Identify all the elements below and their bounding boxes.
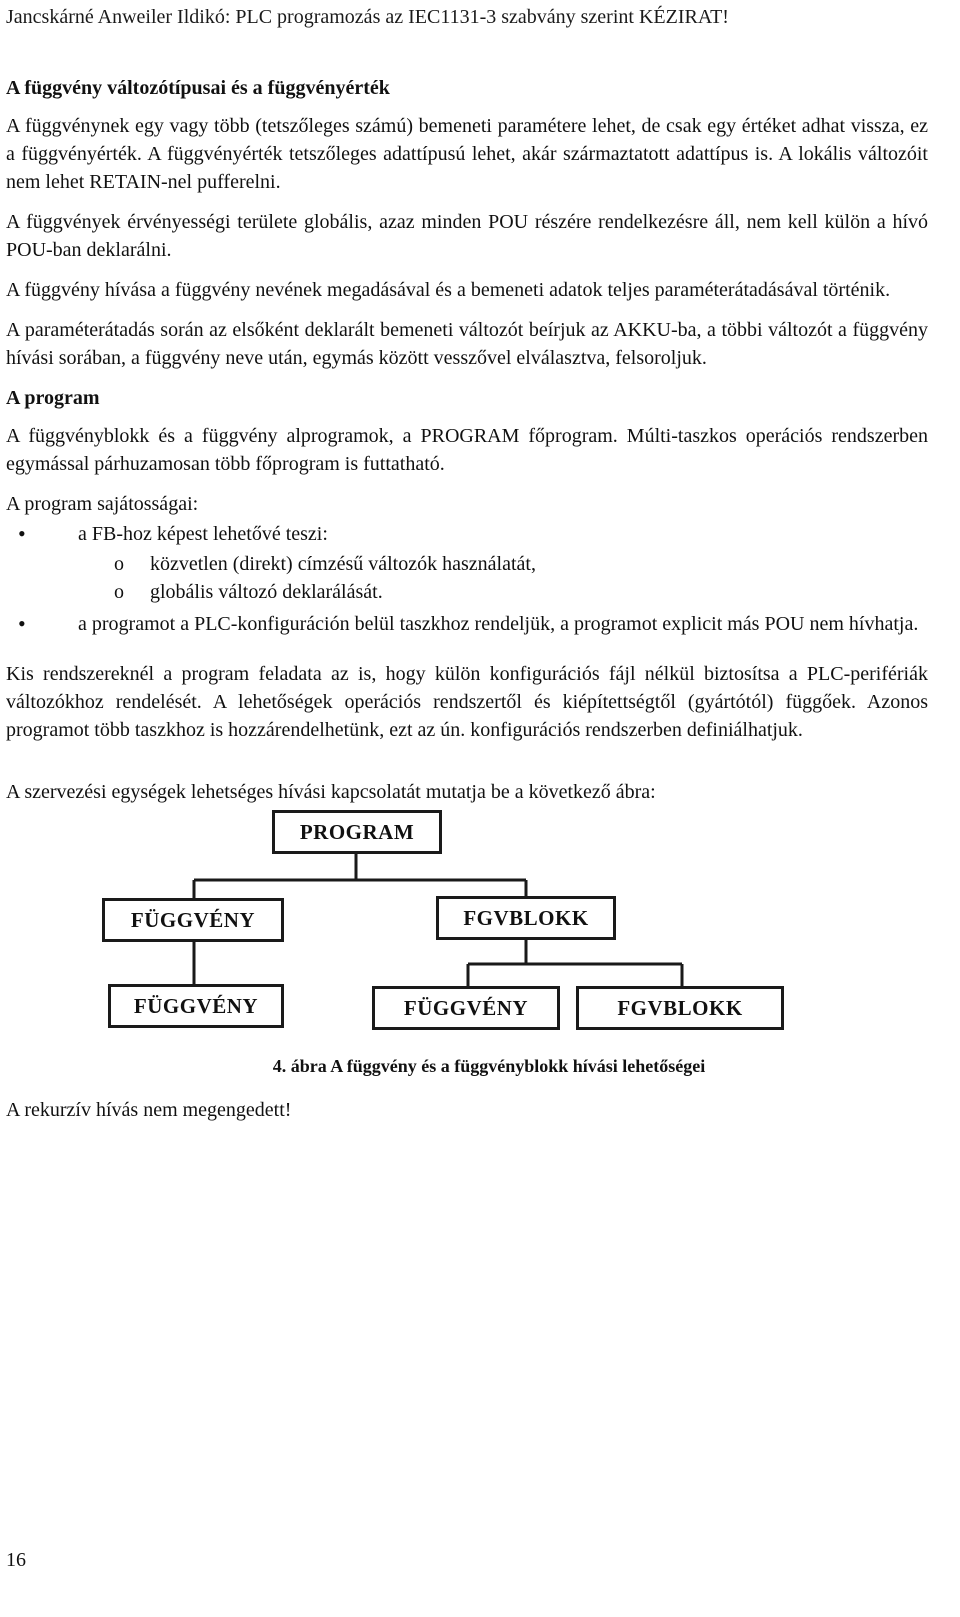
document-page [6, 0, 928, 1617]
page-content [6, 74, 928, 1136]
sub-marker: o [114, 581, 124, 603]
paragraph-small-systems: Kis rendszereknél a program feladata az is, hogy külön konfigurációs fájl nélkül biztosítsa a PLC-perifériák változókhoz rendelését. A lehetőségek operációs rendszertől és kiépítettségtől (gyártótól) függőek. Azonos programot több taszkhoz is hozzárendelhetünk, ezt az ún. konfigurációs rendszerben definiálhatjuk. [6, 663, 928, 741]
sub-list [78, 550, 928, 606]
sub-marker: o [114, 553, 124, 575]
paragraph-diagram-intro: A szervezési egységek lehetséges hívási kapcsolatát mutatja be a következő ábra: [6, 781, 656, 803]
section-title-function-types: A függvény változótípusai és a függvényérték [6, 77, 390, 99]
paragraph-call: A függvény hívása a függvény nevének megadásával és a bemeneti adatok teljes paraméterátadásával történik. [6, 279, 891, 301]
page-header: Jancskárné Anweiler Ildikó: PLC programozás az IEC1131-3 szabvány szerint KÉZIRAT! [6, 6, 729, 28]
section-title-program: A program [6, 387, 100, 409]
list-item [6, 550, 928, 578]
box-program: PROGRAM [272, 810, 442, 854]
page-number: 16 [6, 1549, 26, 1571]
bullet1-text: a FB-hoz képest lehetővé teszi: [78, 523, 328, 545]
paragraph-program-intro: A függvényblokk és a függvény alprogramok, a PROGRAM főprogram. Múlti-taszkos operációs rendszerben egymással párhuzamosan több főprogram is futtatható. [6, 425, 928, 475]
list-item [6, 610, 928, 638]
paragraph-parameter-passing: A paraméterátadás során az elsőként deklarált bemeneti változót beírjuk az AKKU-ba, a többi változót a függvény hívási sorában, a függvény neve után, egymás között vesszővel elválasztva, felsoroljuk. [6, 319, 928, 369]
feature-list [6, 520, 928, 638]
paragraph-function-value: A függvénynek egy vagy több (tetszőleges számú) bemeneti paramétere lehet, de csak egy értéket adhat vissza, ez a függvényérték. A függvényérték tetszőleges adattípusú lehet, akár származtatott adattípus is. A lokális változóit nem lehet RETAIN-nel pufferelni. [6, 115, 928, 193]
list-item [6, 520, 928, 606]
box-function-bottom-left: FÜGGVÉNY [108, 984, 284, 1028]
paragraph-features-label: A program sajátosságai: [6, 493, 199, 515]
box-function-bottom-middle: FÜGGVÉNY [372, 986, 560, 1030]
bullet2-text: a programot a PLC-konfiguráción belül taszkhoz rendeljük, a programot explicit más POU nem hívhatja. [78, 613, 919, 635]
box-function-block-bottom: FGVBLOKK [576, 986, 784, 1030]
paragraph-scope: A függvények érvényességi területe globális, azaz minden POU részére rendelkezésre áll, nem kell külön a hívó POU-ban deklarálni. [6, 211, 928, 261]
figure-caption: 4. ábra A függvény és a függvényblokk hívási lehetőségei [272, 1056, 706, 1076]
sub1-text: közvetlen (direkt) címzésű változók használatát, [150, 553, 536, 575]
sub2-text: globális változó deklarálását. [150, 581, 383, 603]
list-item [6, 578, 928, 606]
paragraph-closing: A rekurzív hívás nem megengedett! [6, 1099, 292, 1121]
box-function-left: FÜGGVÉNY [102, 898, 284, 942]
box-function-block: FGVBLOKK [436, 896, 616, 940]
diagram-connectors [6, 810, 928, 1086]
call-hierarchy-diagram [6, 810, 928, 1086]
